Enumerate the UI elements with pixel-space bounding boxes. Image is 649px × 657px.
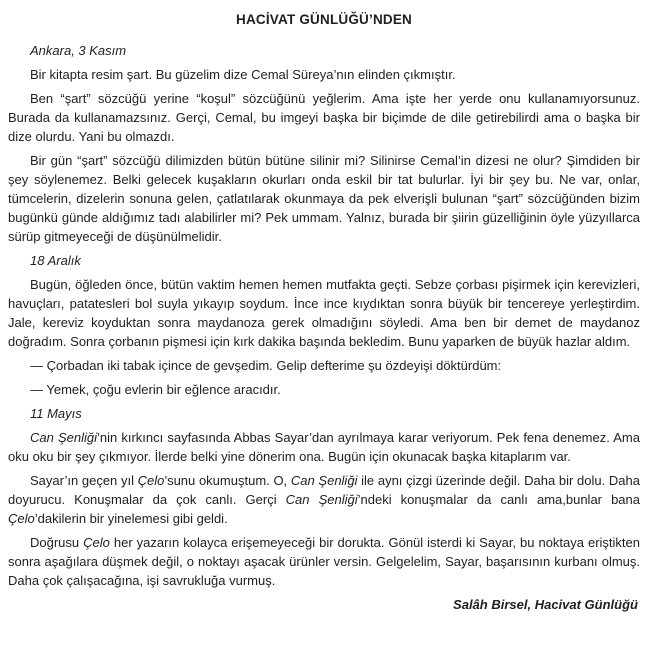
paragraph <box>8 533 640 590</box>
text-segment: — Yemek, çoğu evlerin bir eğlence aracıdır. <box>30 382 281 397</box>
text-segment: Bir kitapta resim şart. Bu güzelim dize Cemal Süreya’nın elinden çıkmıştır. <box>30 67 456 82</box>
text-segment: Sayar’ın geçen yıl <box>30 473 138 488</box>
text-segment: Bir gün “şart” sözcüğü dilimizden bütün bütüne silinir mi? Silinirse Cemal’in dizesi ne olur? Şimdiden bir şey söylenemez. Belki gelecek kuşakların okurları onda eskil bir tat bulurlar. İyi bir şey bu. Ne var, onlar, tümcelerin, dizelerin sonuna gelen, çatlatılarak okunmaya da pek elverişli bulunan “şart” sözcüğünden bizim bugünkü günde aldığımız tadı alabilirler mi? Pek ummam. Yalnız, burada bir şiirin güzelliğinin öyle yüzyıllarca sürüp gitmeyeceği de düşünülmelidir. <box>8 153 640 244</box>
paragraph <box>8 89 640 146</box>
text-segment: Doğrusu <box>30 535 84 550</box>
italic-text: Can Şenliği <box>290 473 358 488</box>
text-segment: Ben “şart” sözcüğü yerine “koşul” sözcüğünü yeğlerim. Ama işte her yerde onu kullanamıyorsunuz. Burada da kullanamazsınız. Gerçi, Cemal, bu imgeyi başka bir biçimde de dile getirebilirdi ama o başka bir dize olurdu. Yani bu olmazdı. <box>8 91 640 144</box>
text-segment: her yazarın kolayca erişemeyeceği bir dorukta. Gönül isterdi ki Sayar, bu noktaya eriştikten sonra aşağılara düşmek değil, o noktayı aşacak ürünler versin. Gelgelelim, Sayar, başarısının kurbanı olmuş. Daha çok çalışacağına, işi savrukluğa vurmuş. <box>8 535 640 588</box>
author-signature: Salâh Birsel, Hacivat Günlüğü <box>453 597 638 612</box>
italic-text: 11 Mayıs <box>30 406 82 421</box>
text-segment: ’nin kırkıncı sayfasında Abbas Sayar’dan ayrılmaya karar veriyorum. Pek fena denemez. Ama oku oku bir şey çıkmıyor. İlerde belki yine dönerim ona. Bugün için okunacak başka kitaplarım var. <box>8 430 640 464</box>
diary-date <box>8 404 640 423</box>
paragraph <box>8 151 640 246</box>
text-segment: — Çorbadan iki tabak içince de gevşedim. Gelip defterime şu özdeyişi döktürdüm: <box>30 358 502 373</box>
text-segment: ’dakilerin bir yinelemesi gibi geldi. <box>34 511 228 526</box>
italic-text: Can Şenliği <box>285 492 358 507</box>
italic-text: Ankara, 3 Kasım <box>30 43 127 58</box>
dialogue-line <box>8 356 640 375</box>
italic-text: Çelo <box>137 473 165 488</box>
text-segment: ’ndeki konuşmalar da canlı ama,bunlar bana <box>357 492 640 507</box>
diary-date <box>8 41 640 60</box>
italic-text: Çelo <box>83 535 110 550</box>
paragraph <box>8 428 640 466</box>
dialogue-line <box>8 380 640 399</box>
paragraph <box>8 65 640 84</box>
paragraph <box>8 471 640 528</box>
paragraph <box>8 275 640 351</box>
text-segment: ile aynı çizgi üzerinde değil. Daha bir dolu. Daha doyurucu. Konuşmalar da çok canlı. Gerçi <box>8 473 640 507</box>
document-title: HACİVAT GÜNLÜĞÜ’NDEN <box>236 12 412 27</box>
italic-text: 18 Aralık <box>30 253 81 268</box>
diary-date <box>8 251 640 270</box>
text-segment: ’sunu okumuştum. O, <box>164 473 291 488</box>
italic-text: Can Şenliği <box>30 430 97 445</box>
italic-text: Çelo <box>8 511 35 526</box>
document-body <box>8 41 640 590</box>
text-segment: Bugün, öğleden önce, bütün vaktim hemen hemen mutfakta geçti. Sebze çorbası pişirmek için kerevizleri, havuçları, patatesleri bol suyla yıkayıp soydum. İnce ince kıydıktan sonra büyük bir tencereye yerleştirdim. Jale, kereviz koyduktan sonra maydanoza gerek olmadığını söyledi. Ama ben bir demet de maydanoz doğradım. Sonra çorbanın pişmesi için kırk dakika başında bekledim. Bunu yaparken de büyük hazlar aldım. <box>8 277 640 349</box>
